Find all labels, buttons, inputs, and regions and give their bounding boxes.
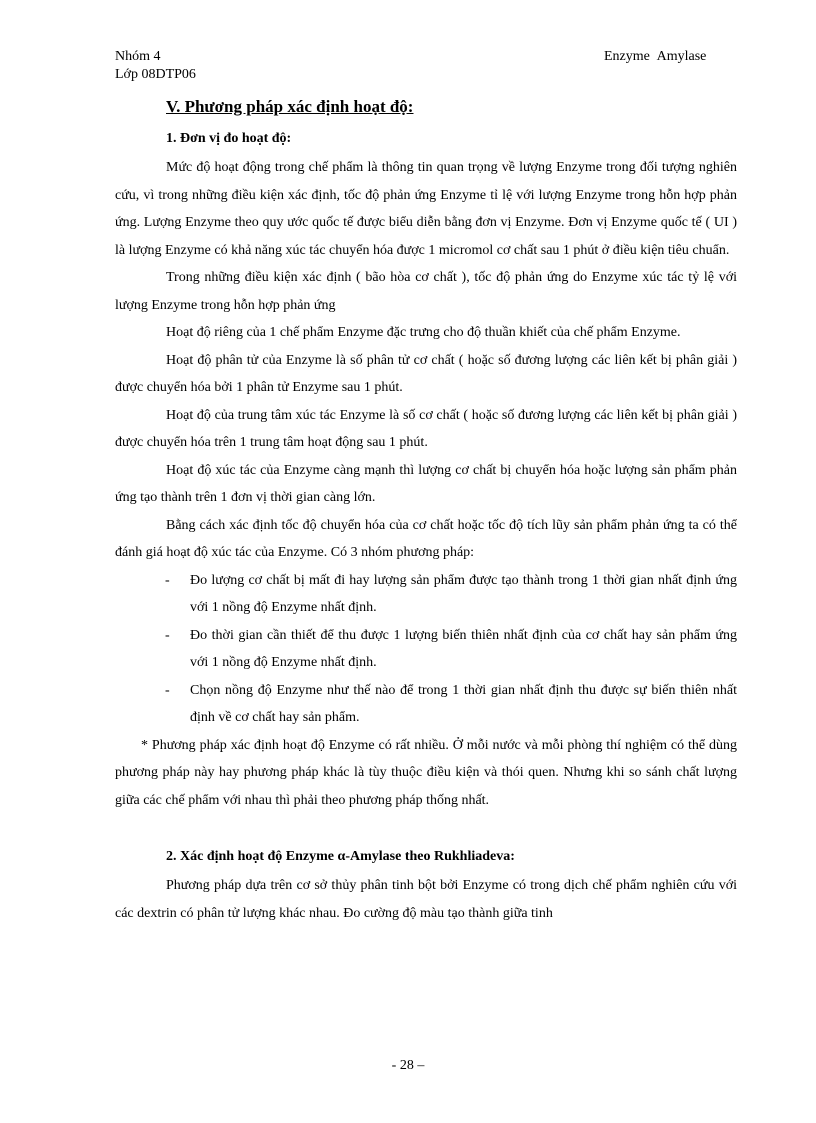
header-topic: Enzyme Amylase bbox=[604, 49, 707, 64]
paragraph-catalytic-strength: Hoạt độ xúc tác của Enzyme càng mạnh thì lượng cơ chất bị chuyển hóa hoặc lượng sản phẩm phản ứng tạo thành trên 1 đơn vị thời gian càng lớn. bbox=[115, 462, 737, 505]
list-item-text: Đo thời gian cần thiết để thu được 1 lượng biến thiên nhất định của cơ chất hay sản phẩm ứng với 1 nồng độ Enzyme nhất định. bbox=[190, 627, 737, 670]
paragraph-reaction-rate: Trong những điều kiện xác định ( bão hòa cơ chất ), tốc độ phản ứng do Enzyme xúc tác tỷ lệ với lượng Enzyme trong hỗn hợp phản ứng bbox=[115, 270, 737, 313]
paragraph-molecular-activity: Hoạt độ phân tử của Enzyme là số phân tử cơ chất ( hoặc số đương lượng các liên kết bị phân giải ) được chuyển hóa bởi 1 phân tử Enzyme sau 1 phút. bbox=[115, 352, 737, 395]
list-item bbox=[115, 677, 737, 732]
subsection-2-title: 2. Xác định hoạt độ Enzyme α-Amylase theo Rukhliadeva: bbox=[166, 849, 515, 864]
list-dash-marker: - bbox=[165, 682, 170, 698]
header-class-code: Lớp 08DTP06 bbox=[115, 67, 196, 82]
list-dash-marker: - bbox=[165, 627, 170, 643]
paragraph-specific-activity: Hoạt độ riêng của 1 chế phẩm Enzyme đặc trưng cho độ thuần khiết của chế phẩm Enzyme. bbox=[166, 325, 681, 340]
paragraph-catalytic-center-activity: Hoạt độ của trung tâm xúc tác Enzyme là số cơ chất ( hoặc số đương lượng các liên kết bị phân giải ) được chuyển hóa trên 1 trung tâm hoạt động sau 1 phút. bbox=[115, 407, 737, 450]
list-item-text: Chọn nồng độ Enzyme như thế nào để trong 1 thời gian nhất định thu được sự biến thiên nhất định về cơ chất hay sản phẩm. bbox=[190, 682, 737, 725]
method-list bbox=[115, 567, 737, 732]
paragraph-activity-unit: Mức độ hoạt động trong chế phẩm là thông tin quan trọng về lượng Enzyme trong đối tượng nghiên cứu, vì trong những điều kiện xác định, tốc độ phản ứng Enzyme tỉ lệ với lượng Enzyme trong hỗn hợp phản ứng. Lượng Enzyme theo quy ước quốc tế được biểu diễn bằng đơn vị Enzyme. Đơn vị Enzyme quốc tế ( UI ) là lượng Enzyme có khả năng xúc tác chuyển hóa được 1 micromol cơ chất sau 1 phút ở điều kiện tiêu chuẩn. bbox=[115, 160, 737, 258]
paragraph-method-groups: Bằng cách xác định tốc độ chuyển hóa của cơ chất hoặc tốc độ tích lũy sản phẩm phản ứng ta có thể đánh giá hoạt độ xúc tác của Enzyme. Có 3 nhóm phương pháp: bbox=[115, 517, 737, 560]
page-number: - 28 – bbox=[391, 1058, 425, 1073]
subsection-1-title: 1. Đơn vị đo hoạt độ: bbox=[166, 131, 292, 146]
list-item bbox=[115, 567, 737, 622]
paragraph-rukhliadeva-method: Phương pháp dựa trên cơ sở thủy phân tinh bột bởi Enzyme có trong dịch chế phẩm nghiên cứu với các dextrin có phân tử lượng khác nhau. Đo cường độ màu tạo thành giữa tinh bbox=[115, 878, 737, 921]
list-item-text: Đo lượng cơ chất bị mất đi hay lượng sản phẩm được tạo thành trong 1 thời gian nhất định ứng với 1 nồng độ Enzyme nhất định. bbox=[190, 572, 737, 615]
paragraph-note: * Phương pháp xác định hoạt độ Enzyme có rất nhiều. Ở mỗi nước và mỗi phòng thí nghiệm có thể dùng phương pháp này hay phương pháp khác là tùy thuộc điều kiện và thói quen. Nhưng khi so sánh chất lượng giữa các chế phẩm với nhau thì phải theo phương pháp thống nhất. bbox=[115, 737, 737, 808]
section-title: V. Phương pháp xác định hoạt độ: bbox=[166, 97, 414, 116]
page-content bbox=[115, 94, 737, 927]
list-item bbox=[115, 622, 737, 677]
page-header-left bbox=[115, 48, 196, 84]
header-group: Nhóm 4 bbox=[115, 49, 161, 64]
list-dash-marker: - bbox=[165, 572, 170, 588]
